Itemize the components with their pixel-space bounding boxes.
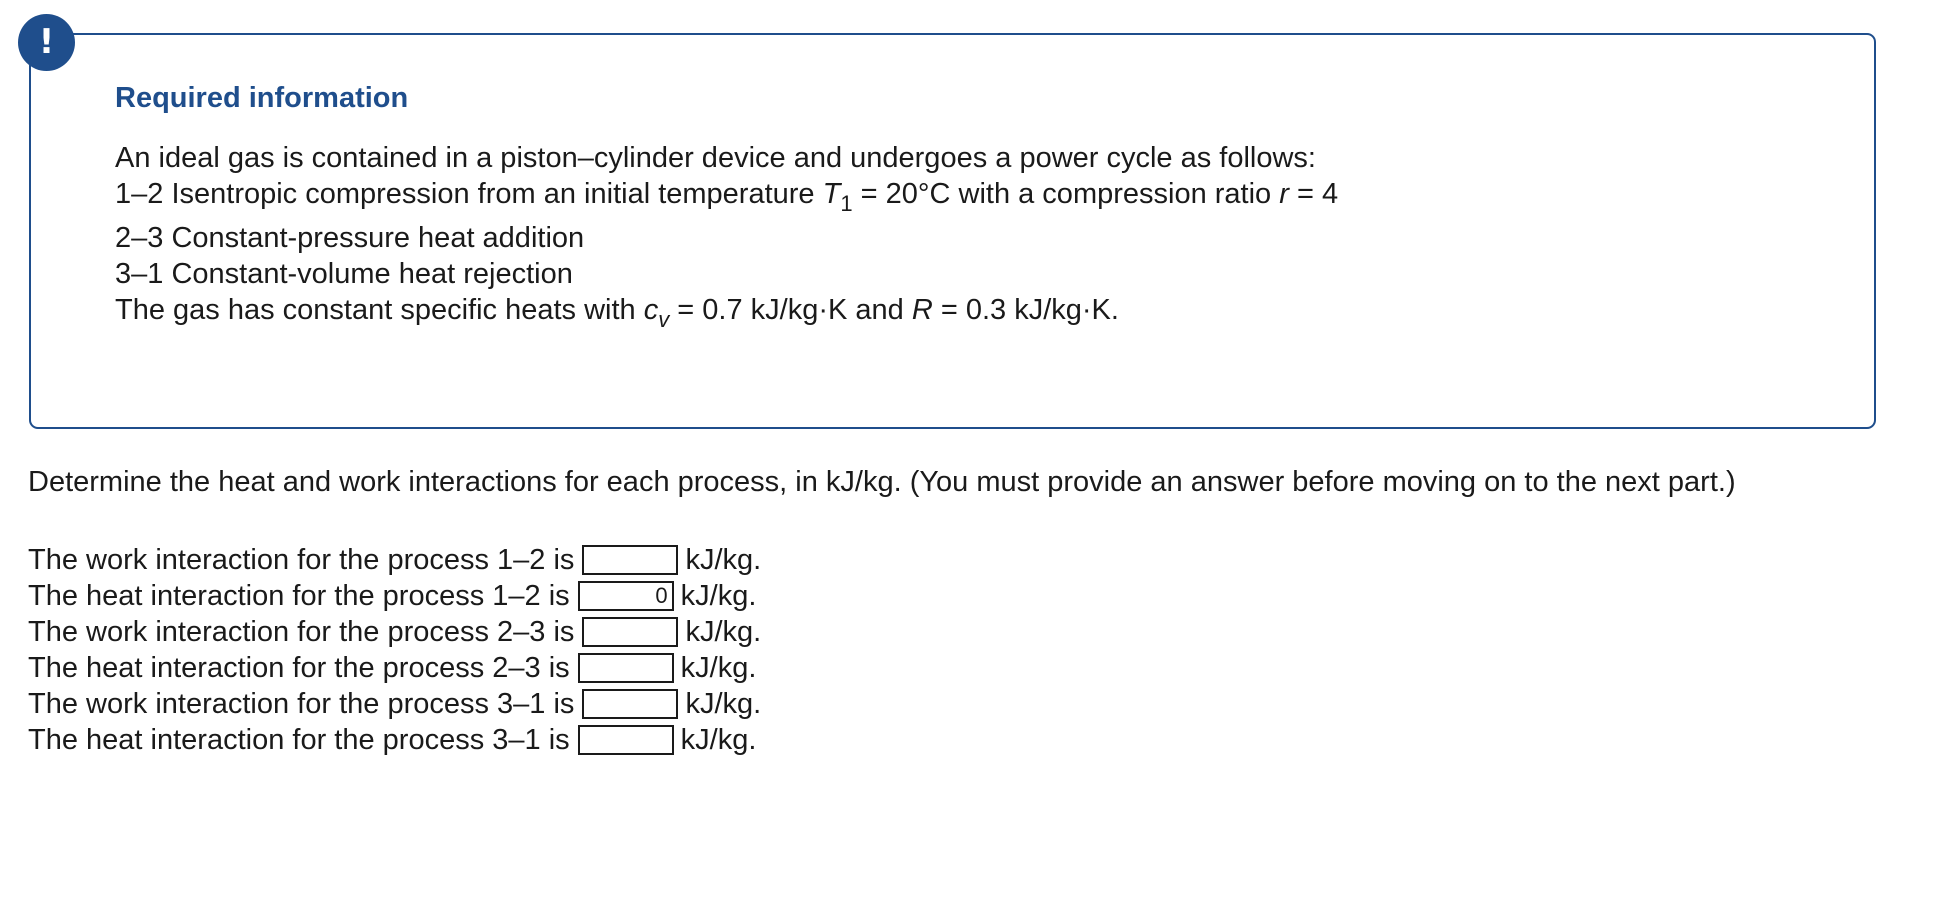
- answer-label: The work interaction for the process 3–1 is: [28, 687, 575, 720]
- answer-unit: kJ/kg.: [685, 615, 762, 648]
- info-body: [115, 140, 1339, 332]
- heat-3-1-input[interactable]: [578, 725, 674, 755]
- answer-label: The work interaction for the process 1–2 is: [28, 543, 575, 576]
- step1-prefix: 1–2 Isentropic compression from an initial temperature: [115, 178, 823, 210]
- answer-label: The heat interaction for the process 3–1 is: [28, 723, 570, 756]
- work-2-3-input[interactable]: [582, 617, 678, 647]
- answer-row-heat-2-3: [28, 650, 761, 686]
- work-3-1-input[interactable]: [582, 689, 678, 719]
- ratio-value: = 4: [1288, 178, 1339, 210]
- work-1-2-input[interactable]: [582, 545, 678, 575]
- answer-unit: kJ/kg.: [680, 579, 757, 612]
- alert-icon: !: [18, 14, 75, 71]
- answer-list: [28, 542, 761, 758]
- answer-label: The heat interaction for the process 1–2 is: [28, 579, 570, 612]
- info-title: Required information: [115, 82, 409, 114]
- answer-row-work-3-1: [28, 686, 761, 722]
- temperature-value: = 20°C with a compression ratio: [852, 178, 1280, 210]
- gas-prefix: The gas has constant specific heats with: [115, 294, 644, 326]
- answer-unit: kJ/kg.: [680, 723, 757, 756]
- heat-1-2-input[interactable]: [578, 581, 674, 611]
- answer-unit: kJ/kg.: [680, 651, 757, 684]
- gas-constant-symbol: R: [911, 294, 933, 326]
- cv-symbol: c: [643, 294, 659, 326]
- answer-row-work-2-3: [28, 614, 761, 650]
- answer-label: The heat interaction for the process 2–3 is: [28, 651, 570, 684]
- temperature-symbol: T: [822, 178, 841, 210]
- answer-label: The work interaction for the process 2–3 is: [28, 615, 575, 648]
- info-intro: An ideal gas is contained in a piston–cylinder device and undergoes a power cycle as follows:: [115, 142, 1316, 174]
- question-prompt: Determine the heat and work interactions for each process, in kJ/kg. (You must provide an answer before moving on to the next part.): [28, 466, 1736, 498]
- answer-unit: kJ/kg.: [685, 543, 762, 576]
- ratio-symbol: r: [1279, 178, 1289, 210]
- answer-row-heat-3-1: [28, 722, 761, 758]
- info-step-1-2: [115, 176, 1338, 220]
- answer-row-work-1-2: [28, 542, 761, 578]
- answer-unit: kJ/kg.: [685, 687, 762, 720]
- cv-value: = 0.7 kJ/kg·K and: [669, 294, 912, 326]
- info-step-3-1: 3–1 Constant-volume heat rejection: [115, 258, 573, 290]
- heat-2-3-input[interactable]: [578, 653, 674, 683]
- cv-subscript: v: [658, 307, 670, 332]
- answer-row-heat-1-2: [28, 578, 761, 614]
- gas-constant-value: = 0.3 kJ/kg·K.: [932, 294, 1119, 326]
- info-step-2-3: 2–3 Constant-pressure heat addition: [115, 222, 585, 254]
- info-gas-properties: [115, 292, 1338, 332]
- temperature-subscript: 1: [840, 191, 853, 216]
